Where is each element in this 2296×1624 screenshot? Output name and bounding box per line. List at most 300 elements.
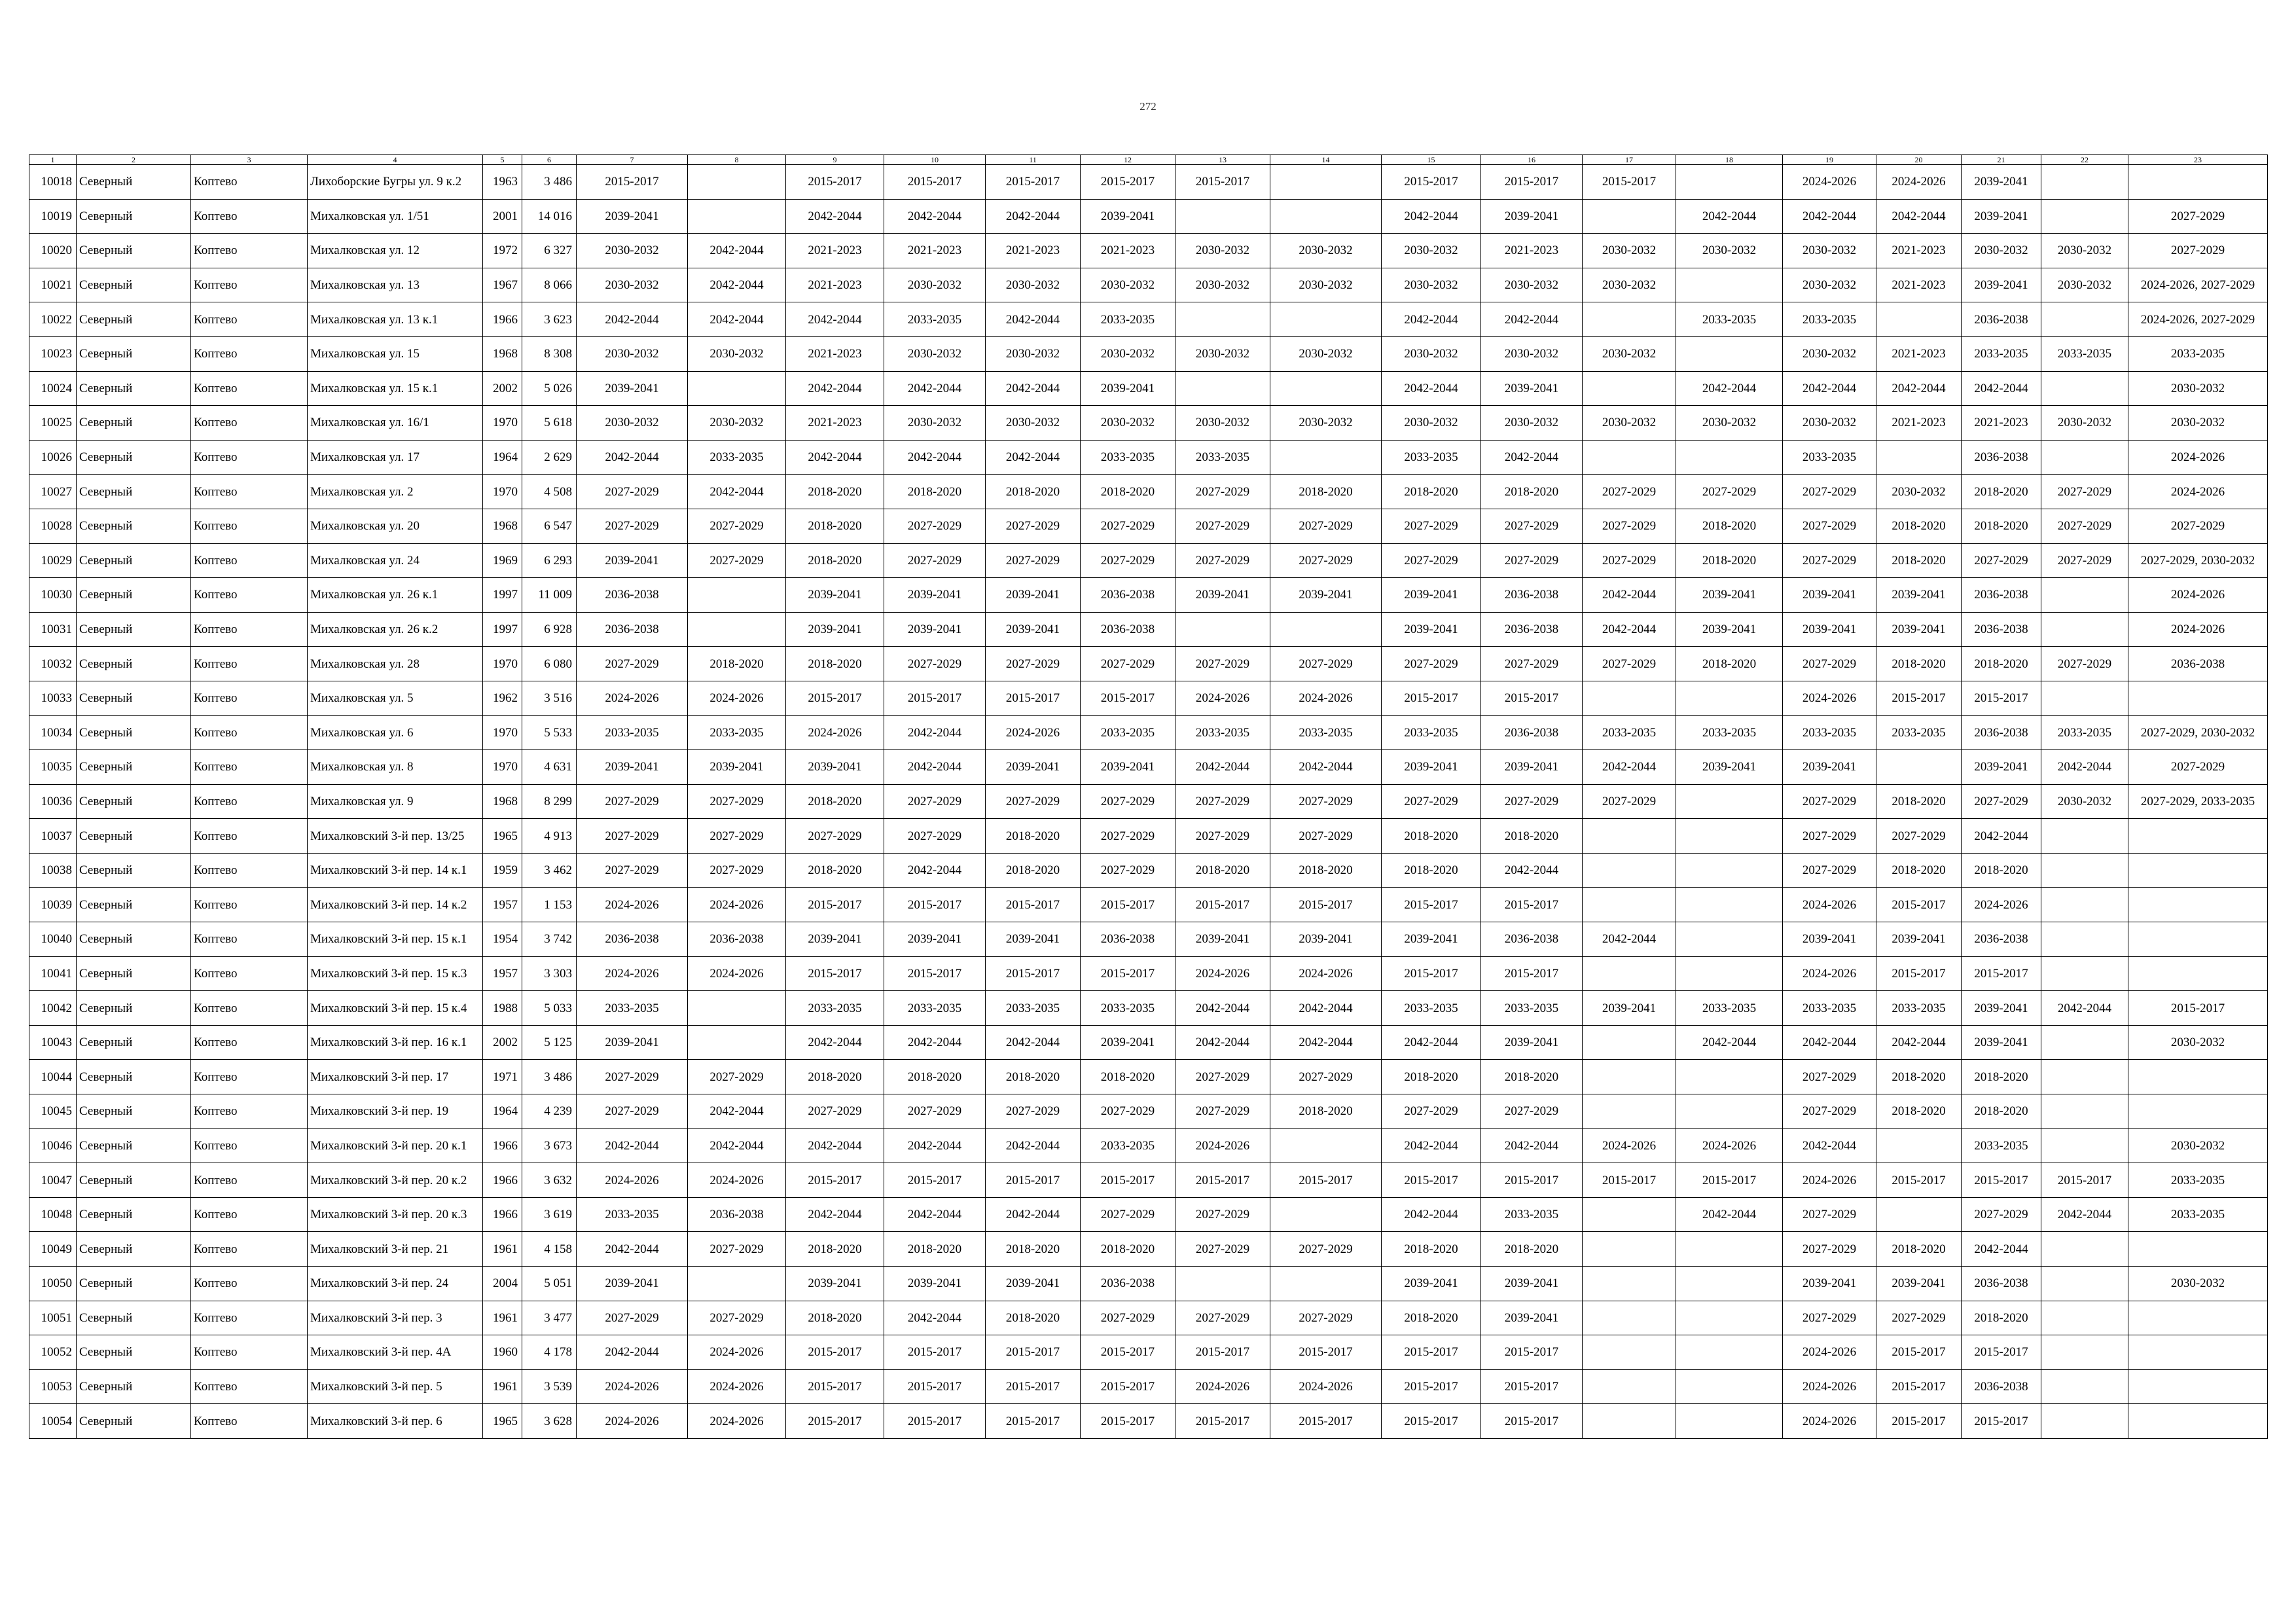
repair-period-cell: 2024-2026	[1676, 1128, 1783, 1163]
build-year-cell: 1968	[483, 509, 522, 543]
repair-period-cell: 2018-2020	[1962, 1301, 2041, 1335]
repair-period-cell: 2018-2020	[786, 475, 884, 509]
column-number-header: 9	[786, 155, 884, 165]
building-id-cell: 10050	[29, 1267, 77, 1301]
area-cell: Коптево	[191, 165, 308, 200]
repair-period-cell: 2015-2017	[1876, 1335, 1962, 1370]
repair-period-cell: 2033-2035	[1676, 715, 1783, 750]
repair-period-cell: 2027-2029	[1783, 819, 1876, 854]
repair-period-cell: 2030-2032	[1270, 234, 1382, 268]
build-year-cell: 1964	[483, 1094, 522, 1129]
repair-period-cell	[1583, 888, 1676, 922]
repair-period-cell: 2027-2029	[1481, 647, 1583, 681]
repair-period-cell: 2018-2020	[986, 475, 1081, 509]
address-cell: Михалковская ул. 24	[308, 543, 483, 578]
repair-period-cell: 2015-2017	[1481, 956, 1583, 991]
address-cell: Михалковская ул. 16/1	[308, 406, 483, 441]
repair-period-cell: 2027-2029	[1583, 543, 1676, 578]
repair-period-cell: 2027-2029	[1382, 1094, 1481, 1129]
repair-period-cell	[2128, 1335, 2268, 1370]
repair-period-cell: 2042-2044	[884, 440, 986, 475]
repair-period-cell	[2128, 681, 2268, 715]
repair-period-cell: 2018-2020	[786, 509, 884, 543]
address-cell: Михалковский 3-й пер. 14 к.1	[308, 853, 483, 888]
build-year-cell: 1968	[483, 336, 522, 371]
building-id-cell: 10018	[29, 165, 77, 200]
repair-period-cell: 2015-2017	[1081, 681, 1175, 715]
floor-area-cell: 3 623	[522, 302, 577, 337]
repair-period-cell: 2030-2032	[2128, 406, 2268, 441]
repair-period-cell: 2021-2023	[1081, 234, 1175, 268]
repair-period-cell: 2027-2029	[1481, 543, 1583, 578]
repair-period-cell: 2042-2044	[1175, 991, 1270, 1026]
repair-period-cell: 2033-2035	[786, 991, 884, 1026]
repair-period-cell	[1676, 819, 1783, 854]
repair-period-cell: 2030-2032	[1481, 336, 1583, 371]
repair-period-cell: 2030-2032	[2041, 234, 2128, 268]
repair-period-cell: 2039-2041	[1783, 1267, 1876, 1301]
repair-period-cell: 2027-2029	[1081, 543, 1175, 578]
repair-period-cell: 2015-2017	[1481, 1404, 1583, 1439]
address-cell: Михалковская ул. 20	[308, 509, 483, 543]
repair-period-cell	[1676, 1094, 1783, 1129]
repair-period-cell: 2027-2029	[1175, 784, 1270, 819]
repair-period-cell: 2039-2041	[786, 922, 884, 957]
floor-area-cell: 5 033	[522, 991, 577, 1026]
building-id-cell: 10042	[29, 991, 77, 1026]
repair-period-cell: 2042-2044	[1382, 1128, 1481, 1163]
repair-period-cell: 2033-2035	[1876, 991, 1962, 1026]
building-id-cell: 10035	[29, 750, 77, 785]
repair-period-cell	[1175, 199, 1270, 234]
district-cell: Северный	[77, 853, 191, 888]
repair-period-cell: 2042-2044	[884, 715, 986, 750]
repair-period-cell: 2015-2017	[1081, 165, 1175, 200]
build-year-cell: 1966	[483, 1163, 522, 1198]
district-cell: Северный	[77, 509, 191, 543]
repair-period-cell: 2018-2020	[1876, 647, 1962, 681]
repair-period-cell: 2027-2029	[884, 1094, 986, 1129]
column-number-header: 1	[29, 155, 77, 165]
repair-period-cell: 2030-2032	[1583, 336, 1676, 371]
table-row	[29, 165, 2268, 200]
district-cell: Северный	[77, 1301, 191, 1335]
building-id-cell: 10020	[29, 234, 77, 268]
repair-period-cell: 2042-2044	[1481, 1128, 1583, 1163]
repair-period-cell: 2042-2044	[1481, 853, 1583, 888]
repair-period-cell: 2030-2032	[1081, 268, 1175, 302]
repair-period-cell: 2042-2044	[884, 1197, 986, 1232]
repair-period-cell	[1583, 1060, 1676, 1094]
repair-period-cell: 2027-2029	[2128, 509, 2268, 543]
repair-period-cell: 2021-2023	[1876, 234, 1962, 268]
district-cell: Северный	[77, 371, 191, 406]
repair-period-cell: 2024-2026	[1962, 888, 2041, 922]
repair-period-cell: 2024-2026	[786, 715, 884, 750]
build-year-cell: 1965	[483, 819, 522, 854]
repair-period-cell: 2018-2020	[1481, 819, 1583, 854]
repair-period-cell: 2018-2020	[986, 819, 1081, 854]
repair-period-cell: 2018-2020	[1481, 475, 1583, 509]
repair-period-cell: 2042-2044	[1583, 578, 1676, 613]
repair-period-cell: 2015-2017	[1481, 888, 1583, 922]
district-cell: Северный	[77, 612, 191, 647]
repair-period-cell: 2042-2044	[577, 302, 688, 337]
build-year-cell: 2001	[483, 199, 522, 234]
repair-period-cell	[2041, 371, 2128, 406]
table-body	[29, 165, 2268, 1439]
repair-period-cell: 2027-2029	[1270, 1060, 1382, 1094]
floor-area-cell: 4 913	[522, 819, 577, 854]
repair-period-cell: 2015-2017	[1081, 1404, 1175, 1439]
floor-area-cell: 6 547	[522, 509, 577, 543]
repair-period-cell	[1876, 1128, 1962, 1163]
repair-period-cell: 2015-2017	[1382, 1163, 1481, 1198]
building-id-cell: 10047	[29, 1163, 77, 1198]
repair-period-cell: 2042-2044	[986, 1197, 1081, 1232]
repair-period-cell	[1876, 1197, 1962, 1232]
repair-period-cell: 2018-2020	[1876, 853, 1962, 888]
table-row	[29, 956, 2268, 991]
repair-period-cell: 2027-2029	[1783, 647, 1876, 681]
repair-period-cell: 2027-2029	[1481, 509, 1583, 543]
build-year-cell: 1970	[483, 406, 522, 441]
repair-period-cell: 2030-2032	[1175, 268, 1270, 302]
repair-period-cell: 2015-2017	[1481, 1163, 1583, 1198]
build-year-cell: 1966	[483, 1197, 522, 1232]
repair-period-cell: 2015-2017	[1583, 1163, 1676, 1198]
repair-period-cell	[2041, 302, 2128, 337]
repair-period-cell: 2015-2017	[1175, 1335, 1270, 1370]
build-year-cell: 1997	[483, 612, 522, 647]
repair-period-cell: 2018-2020	[1382, 1301, 1481, 1335]
table-row	[29, 922, 2268, 957]
repair-period-cell: 2036-2038	[1962, 1267, 2041, 1301]
repair-period-cell: 2039-2041	[1382, 922, 1481, 957]
repair-period-cell: 2015-2017	[786, 1404, 884, 1439]
address-cell: Михалковский 3-й пер. 20 к.2	[308, 1163, 483, 1198]
repair-period-cell: 2039-2041	[884, 578, 986, 613]
repair-period-cell	[1270, 1267, 1382, 1301]
repair-period-cell: 2027-2029	[1081, 1197, 1175, 1232]
repair-period-cell: 2036-2038	[1081, 612, 1175, 647]
repair-period-cell: 2039-2041	[577, 199, 688, 234]
repair-period-cell	[1583, 1197, 1676, 1232]
repair-period-cell: 2042-2044	[786, 1128, 884, 1163]
build-year-cell: 1959	[483, 853, 522, 888]
repair-period-cell: 2030-2032	[2128, 1025, 2268, 1060]
repair-period-cell: 2015-2017	[1876, 956, 1962, 991]
repair-period-cell: 2015-2017	[1270, 1404, 1382, 1439]
repair-period-cell: 2036-2038	[1081, 922, 1175, 957]
table-row	[29, 819, 2268, 854]
repair-period-cell: 2033-2035	[2041, 336, 2128, 371]
table-row	[29, 750, 2268, 785]
area-cell: Коптево	[191, 819, 308, 854]
repair-period-cell: 2042-2044	[986, 1128, 1081, 1163]
repair-period-cell: 2033-2035	[1081, 1128, 1175, 1163]
repair-period-cell: 2042-2044	[884, 199, 986, 234]
repair-period-cell: 2015-2017	[986, 1335, 1081, 1370]
repair-period-cell: 2042-2044	[1382, 302, 1481, 337]
repair-period-cell: 2039-2041	[1081, 750, 1175, 785]
address-cell: Михалковский 3-й пер. 3	[308, 1301, 483, 1335]
district-cell: Северный	[77, 1094, 191, 1129]
repair-period-cell: 2015-2017	[577, 165, 688, 200]
repair-period-cell: 2027-2029	[1783, 509, 1876, 543]
address-cell: Михалковская ул. 8	[308, 750, 483, 785]
building-id-cell: 10031	[29, 612, 77, 647]
floor-area-cell: 6 327	[522, 234, 577, 268]
repair-period-cell: 2039-2041	[1876, 612, 1962, 647]
repair-period-cell: 2018-2020	[986, 1301, 1081, 1335]
repair-period-cell: 2042-2044	[688, 302, 786, 337]
repair-period-cell: 2033-2035	[2128, 336, 2268, 371]
repair-period-cell: 2042-2044	[786, 1197, 884, 1232]
repair-period-cell: 2015-2017	[884, 681, 986, 715]
district-cell: Северный	[77, 1163, 191, 1198]
repair-period-cell: 2030-2032	[1175, 234, 1270, 268]
repair-period-cell: 2027-2029	[1175, 819, 1270, 854]
table-row	[29, 371, 2268, 406]
area-cell: Коптево	[191, 853, 308, 888]
repair-period-cell: 2039-2041	[1783, 750, 1876, 785]
address-cell: Михалковский 3-й пер. 14 к.2	[308, 888, 483, 922]
repair-period-cell	[2041, 922, 2128, 957]
repair-period-cell	[1676, 1060, 1783, 1094]
table-row	[29, 1128, 2268, 1163]
repair-period-cell: 2027-2029	[1583, 647, 1676, 681]
repair-period-cell	[688, 578, 786, 613]
repair-period-cell: 2042-2044	[884, 1301, 986, 1335]
repair-period-cell: 2027-2029	[577, 819, 688, 854]
repair-period-cell	[1583, 1025, 1676, 1060]
repair-period-cell: 2033-2035	[1481, 1197, 1583, 1232]
repair-period-cell: 2015-2017	[786, 681, 884, 715]
repair-period-cell: 2030-2032	[577, 406, 688, 441]
repair-period-cell: 2039-2041	[1962, 165, 2041, 200]
build-year-cell: 1966	[483, 302, 522, 337]
repair-period-cell: 2015-2017	[986, 165, 1081, 200]
repair-period-cell: 2027-2029	[577, 475, 688, 509]
repair-period-cell: 2027-2029, 2033-2035	[2128, 784, 2268, 819]
table-row	[29, 1232, 2268, 1267]
repair-period-cell: 2033-2035	[1962, 1128, 2041, 1163]
column-number-header: 13	[1175, 155, 1270, 165]
floor-area-cell: 4 631	[522, 750, 577, 785]
district-cell: Северный	[77, 1197, 191, 1232]
repair-period-cell	[1583, 1267, 1676, 1301]
repair-period-cell: 2042-2044	[786, 371, 884, 406]
repair-period-cell: 2021-2023	[1876, 336, 1962, 371]
repair-period-cell: 2027-2029	[884, 784, 986, 819]
repair-period-cell	[1876, 302, 1962, 337]
repair-period-cell: 2030-2032	[577, 336, 688, 371]
repair-period-cell: 2027-2029, 2030-2032	[2128, 543, 2268, 578]
repair-period-cell: 2042-2044	[786, 1025, 884, 1060]
repair-period-cell: 2033-2035	[2128, 1197, 2268, 1232]
repair-period-cell: 2021-2023	[1481, 234, 1583, 268]
repair-period-cell: 2015-2017	[2041, 1163, 2128, 1198]
repair-period-cell: 2024-2026	[1783, 888, 1876, 922]
repair-period-cell	[2128, 922, 2268, 957]
repair-period-cell: 2039-2041	[786, 750, 884, 785]
repair-period-cell: 2042-2044	[1270, 1025, 1382, 1060]
repair-period-cell: 2018-2020	[688, 647, 786, 681]
repair-period-cell: 2024-2026	[577, 1163, 688, 1198]
area-cell: Коптево	[191, 1335, 308, 1370]
floor-area-cell: 6 080	[522, 647, 577, 681]
repair-period-cell: 2018-2020	[986, 853, 1081, 888]
repair-period-cell	[2128, 819, 2268, 854]
repair-period-cell: 2015-2017	[1175, 1163, 1270, 1198]
repair-period-cell: 2042-2044	[986, 371, 1081, 406]
repair-period-cell: 2042-2044	[577, 1128, 688, 1163]
repair-period-cell: 2039-2041	[1962, 1025, 2041, 1060]
building-id-cell: 10053	[29, 1369, 77, 1404]
repair-period-cell: 2015-2017	[1962, 956, 2041, 991]
column-number-header: 16	[1481, 155, 1583, 165]
repair-period-cell: 2033-2035	[1081, 302, 1175, 337]
repair-period-cell: 2030-2032	[2041, 784, 2128, 819]
column-number-header: 11	[986, 155, 1081, 165]
floor-area-cell: 3 303	[522, 956, 577, 991]
repair-period-cell	[1583, 681, 1676, 715]
repair-period-cell: 2039-2041	[1382, 578, 1481, 613]
repair-period-cell: 2015-2017	[884, 1369, 986, 1404]
repair-period-cell: 2030-2032	[986, 406, 1081, 441]
repair-period-cell	[2041, 1335, 2128, 1370]
repair-period-cell: 2030-2032	[884, 336, 986, 371]
column-number-header: 19	[1783, 155, 1876, 165]
repair-period-cell	[2041, 1060, 2128, 1094]
repair-period-cell: 2018-2020	[1382, 819, 1481, 854]
build-year-cell: 1988	[483, 991, 522, 1026]
table-row	[29, 1060, 2268, 1094]
repair-period-cell: 2039-2041	[1876, 922, 1962, 957]
area-cell: Коптево	[191, 612, 308, 647]
repair-period-cell: 2018-2020	[1676, 509, 1783, 543]
repair-period-cell: 2015-2017	[1962, 1335, 2041, 1370]
repair-period-cell: 2033-2035	[1382, 715, 1481, 750]
repair-period-cell: 2027-2029	[688, 543, 786, 578]
repair-period-cell: 2030-2032	[1783, 268, 1876, 302]
area-cell: Коптево	[191, 268, 308, 302]
repair-period-cell	[1583, 1301, 1676, 1335]
repair-period-cell: 2036-2038	[577, 612, 688, 647]
repair-period-cell: 2027-2029	[1481, 1094, 1583, 1129]
address-cell: Михалковский 3-й пер. 21	[308, 1232, 483, 1267]
area-cell: Коптево	[191, 750, 308, 785]
repair-period-cell	[1270, 1197, 1382, 1232]
repair-period-cell: 2039-2041	[1081, 371, 1175, 406]
repair-period-cell: 2030-2032	[1175, 406, 1270, 441]
floor-area-cell: 3 486	[522, 165, 577, 200]
repair-period-cell: 2030-2032	[884, 406, 986, 441]
repair-period-cell: 2033-2035	[1876, 715, 1962, 750]
floor-area-cell: 6 293	[522, 543, 577, 578]
repair-period-cell: 2030-2032	[1382, 406, 1481, 441]
repair-period-cell: 2027-2029	[1270, 647, 1382, 681]
repair-period-cell: 2027-2029	[1175, 1060, 1270, 1094]
repair-period-cell	[2041, 1232, 2128, 1267]
repair-period-cell: 2024-2026	[1783, 1369, 1876, 1404]
repair-period-cell: 2015-2017	[986, 888, 1081, 922]
table-row	[29, 1335, 2268, 1370]
district-cell: Северный	[77, 543, 191, 578]
repair-period-cell	[2041, 1267, 2128, 1301]
repair-period-cell: 2042-2044	[884, 750, 986, 785]
area-cell: Коптево	[191, 1267, 308, 1301]
repair-period-cell: 2015-2017	[786, 165, 884, 200]
floor-area-cell: 5 051	[522, 1267, 577, 1301]
repair-period-cell: 2036-2038	[1481, 612, 1583, 647]
repair-period-cell: 2027-2029	[986, 1094, 1081, 1129]
building-id-cell: 10027	[29, 475, 77, 509]
repair-period-cell: 2015-2017	[1081, 888, 1175, 922]
repair-period-cell	[1583, 1369, 1676, 1404]
repair-period-cell: 2039-2041	[577, 750, 688, 785]
floor-area-cell: 2 629	[522, 440, 577, 475]
repair-period-cell	[1175, 612, 1270, 647]
repair-period-cell: 2042-2044	[1876, 371, 1962, 406]
repair-period-cell: 2018-2020	[884, 1060, 986, 1094]
repair-period-cell: 2027-2029	[2128, 750, 2268, 785]
repair-period-cell: 2027-2029	[577, 509, 688, 543]
repair-period-cell: 2027-2029	[1382, 647, 1481, 681]
repair-period-cell: 2015-2017	[1081, 956, 1175, 991]
repair-period-cell: 2042-2044	[986, 302, 1081, 337]
repair-period-cell: 2030-2032	[2041, 406, 2128, 441]
repair-period-cell: 2021-2023	[786, 336, 884, 371]
repair-period-cell: 2027-2029	[1382, 509, 1481, 543]
repair-period-cell: 2039-2041	[577, 371, 688, 406]
repair-period-cell	[1583, 1335, 1676, 1370]
repair-period-cell: 2015-2017	[1481, 165, 1583, 200]
build-year-cell: 1970	[483, 750, 522, 785]
repair-period-cell: 2027-2029	[1175, 1232, 1270, 1267]
repair-period-cell: 2039-2041	[1962, 750, 2041, 785]
district-cell: Северный	[77, 922, 191, 957]
column-number-header: 6	[522, 155, 577, 165]
repair-period-cell: 2018-2020	[986, 1232, 1081, 1267]
build-year-cell: 1957	[483, 888, 522, 922]
repair-period-cell	[1583, 371, 1676, 406]
repair-period-cell	[1583, 819, 1676, 854]
repair-period-cell: 2027-2029	[1175, 1197, 1270, 1232]
floor-area-cell: 3 673	[522, 1128, 577, 1163]
area-cell: Коптево	[191, 234, 308, 268]
repair-period-cell: 2042-2044	[786, 440, 884, 475]
repair-period-cell: 2030-2032	[1270, 406, 1382, 441]
repair-period-cell: 2042-2044	[577, 1232, 688, 1267]
address-cell: Михалковская ул. 15 к.1	[308, 371, 483, 406]
repair-period-cell: 2027-2029	[884, 509, 986, 543]
repair-period-cell: 2018-2020	[786, 784, 884, 819]
repair-period-cell: 2042-2044	[1783, 1128, 1876, 1163]
repair-period-cell	[2128, 1301, 2268, 1335]
repair-period-cell: 2036-2038	[1081, 1267, 1175, 1301]
table-row	[29, 1163, 2268, 1198]
repair-period-cell	[688, 199, 786, 234]
area-cell: Коптево	[191, 543, 308, 578]
repair-period-cell	[688, 612, 786, 647]
repair-period-cell: 2027-2029, 2030-2032	[2128, 715, 2268, 750]
repair-period-cell: 2015-2017	[884, 165, 986, 200]
building-id-cell: 10045	[29, 1094, 77, 1129]
repair-period-cell: 2042-2044	[2041, 1197, 2128, 1232]
repair-period-cell	[2041, 578, 2128, 613]
